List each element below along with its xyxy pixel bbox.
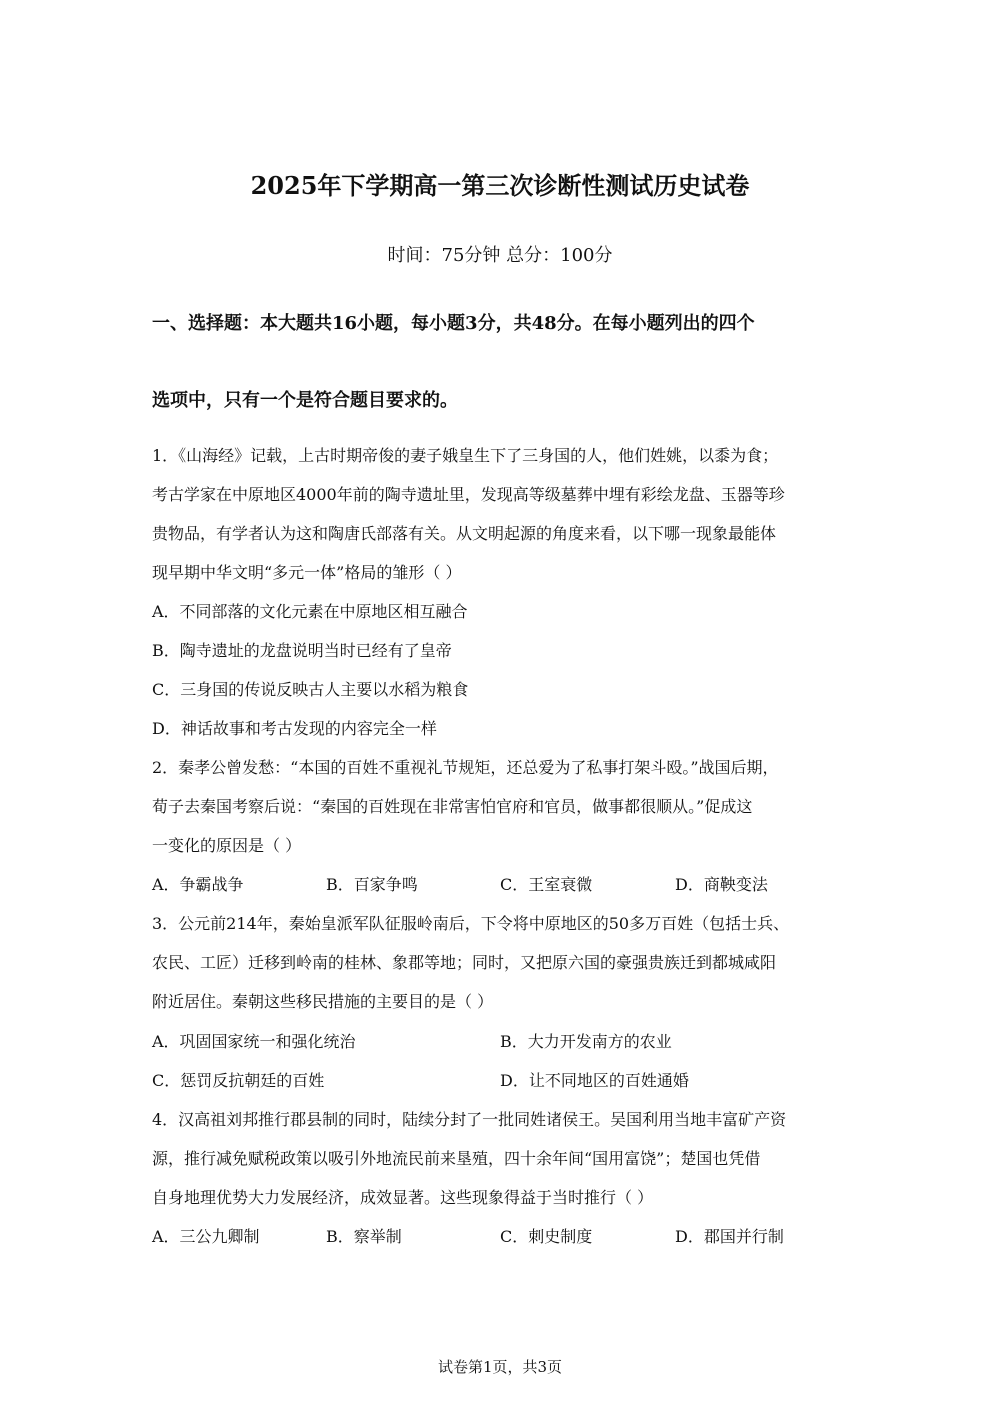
question-2-line-3: 一变化的原因是（ ） xyxy=(152,836,302,855)
question-3-option-b: B．大力开发南方的农业 xyxy=(500,1032,672,1051)
question-3-line-3: 附近居住。秦朝这些移民措施的主要目的是（ ） xyxy=(152,992,494,1011)
question-1-line-4: 现早期中华文明“多元一体”格局的雏形（ ） xyxy=(152,563,462,582)
question-3-option-d: D．让不同地区的百姓通婚 xyxy=(500,1071,689,1090)
exam-time-score: 时间：75分钟 总分：100分 xyxy=(387,245,613,266)
question-4-line-2: 源，推行减免赋税政策以吸引外地流民前来垦殖，四十余年间“国用富饶”；楚国也凭借 xyxy=(152,1149,761,1168)
question-1-option-b: B．陶寺遗址的龙盘说明当时已经有了皇帝 xyxy=(152,641,452,660)
section-heading-line1: 一、选择题：本大题共16小题，每小题3分，共48分。在每小题列出的四个 xyxy=(152,313,755,334)
question-4-option-d: D．郡国并行制 xyxy=(675,1227,784,1246)
question-4-line-3: 自身地理优势大力发展经济，成效显著。这些现象得益于当时推行（ ） xyxy=(152,1188,654,1207)
question-1-option-d: D．神话故事和考古发现的内容完全一样 xyxy=(152,719,437,738)
question-4-option-c: C．刺史制度 xyxy=(500,1227,593,1246)
question-2-option-d: D．商鞅变法 xyxy=(675,875,768,894)
question-3-option-a: A．巩固国家统一和强化统治 xyxy=(152,1032,356,1051)
question-4-option-b: B．察举制 xyxy=(326,1227,402,1246)
question-4-line-1: 4．汉高祖刘邦推行郡县制的同时，陆续分封了一批同姓诸侯王。吴国利用当地丰富矿产资 xyxy=(152,1110,787,1129)
question-1-line-3: 贵物品，有学者认为这和陶唐氏部落有关。从文明起源的角度来看，以下哪一现象最能体 xyxy=(152,524,777,543)
question-3-option-c: C．惩罚反抗朝廷的百姓 xyxy=(152,1071,325,1090)
question-1-option-a: A．不同部落的文化元素在中原地区相互融合 xyxy=(152,602,468,621)
question-4-option-a: A．三公九卿制 xyxy=(152,1227,260,1246)
question-2-option-a: A．争霸战争 xyxy=(152,875,244,894)
question-2-option-b: B．百家争鸣 xyxy=(326,875,418,894)
question-1-line-2: 考古学家在中原地区4000年前的陶寺遗址里，发现高等级墓葬中埋有彩绘龙盘、玉器等珍 xyxy=(152,485,785,504)
exam-title: 2025年下学期高一第三次诊断性测试历史试卷 xyxy=(250,171,750,200)
question-3-line-1: 3．公元前214年，秦始皇派军队征服岭南后，下令将中原地区的50多万百姓（包括士兵、 xyxy=(152,914,790,933)
question-1-option-c: C．三身国的传说反映古人主要以水稻为粮食 xyxy=(152,680,469,699)
section-heading-line2: 选项中，只有一个是符合题目要求的。 xyxy=(152,390,458,411)
question-2-line-2: 荀子去秦国考察后说：“秦国的百姓现在非常害怕官府和官员，做事都很顺从。”促成这 xyxy=(152,797,753,816)
question-1-line-1: 1．《山海经》记载，上古时期帝俊的妻子娥皇生下了三身国的人，他们姓姚，以黍为食； xyxy=(152,446,779,465)
question-2-line-1: 2．秦孝公曾发愁：“本国的百姓不重视礼节规矩，还总爱为了私事打架斗殴。”战国后期， xyxy=(152,758,779,777)
question-3-line-2: 农民、工匠）迁移到岭南的桂林、象郡等地；同时，又把原六国的豪强贵族迁到都城咸阳 xyxy=(152,953,777,972)
page-footer: 试卷第1页，共3页 xyxy=(437,1358,563,1376)
question-2-option-c: C．王室衰微 xyxy=(500,875,593,894)
